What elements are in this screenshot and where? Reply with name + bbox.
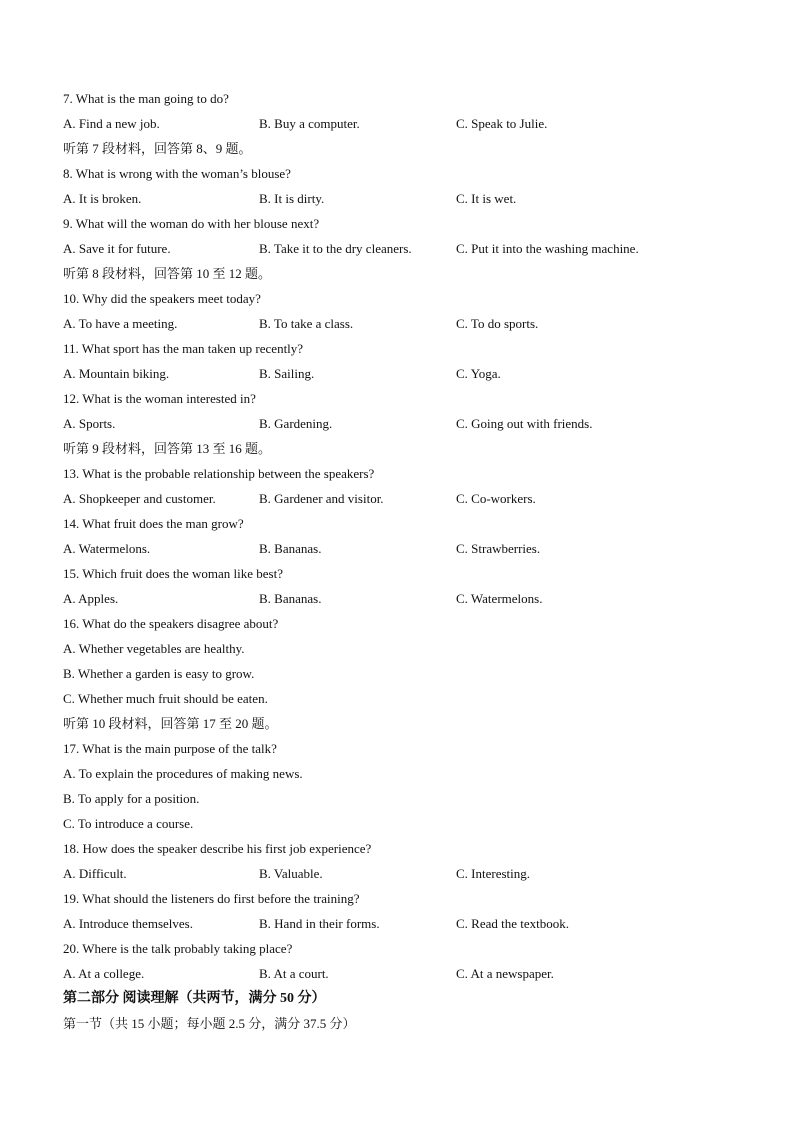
question: 20. Where is the talk probably taking place? xyxy=(63,941,293,956)
option-a: A. At a college. xyxy=(63,966,145,981)
option-line: A. Whether vegetables are healthy. xyxy=(63,641,245,656)
option-b: B. Gardening. xyxy=(259,416,333,431)
option-c: C. Read the textbook. xyxy=(456,916,570,931)
option-c: C. Strawberries. xyxy=(456,541,541,556)
option-b: B. Take it to the dry cleaners. xyxy=(259,241,412,256)
question: 19. What should the listeners do first before the training? xyxy=(63,891,360,906)
question: 18. How does the speaker describe his first job experience? xyxy=(63,841,372,856)
option-a: A. Save it for future. xyxy=(63,241,171,256)
listening-instruction: 听第 9 段材料，回答第 13 至 16 题。 xyxy=(63,441,272,456)
listening-instruction: 听第 7 段材料，回答第 8、9 题。 xyxy=(63,141,252,156)
option-b: B. Gardener and visitor. xyxy=(259,491,384,506)
option-a: A. Mountain biking. xyxy=(63,366,170,381)
option-b: B. It is dirty. xyxy=(259,191,325,206)
listening-instruction: 听第 10 段材料，回答第 17 至 20 题。 xyxy=(63,716,278,731)
listening-instruction: 听第 8 段材料，回答第 10 至 12 题。 xyxy=(63,266,272,281)
question: 16. What do the speakers disagree about? xyxy=(63,616,279,631)
question: 9. What will the woman do with her blouse next? xyxy=(63,216,320,231)
option-a: A. It is broken. xyxy=(63,191,142,206)
option-c: C. At a newspaper. xyxy=(456,966,554,981)
option-b: B. Valuable. xyxy=(259,866,323,881)
option-b: B. To take a class. xyxy=(259,316,354,331)
option-c: C. Yoga. xyxy=(456,366,501,381)
option-a: A. To have a meeting. xyxy=(63,316,178,331)
option-c: C. Going out with friends. xyxy=(456,416,593,431)
question: 12. What is the woman interested in? xyxy=(63,391,256,406)
option-a: A. Find a new job. xyxy=(63,116,160,131)
question: 15. Which fruit does the woman like best? xyxy=(63,566,283,581)
question: 14. What fruit does the man grow? xyxy=(63,516,244,531)
option-c: C. Interesting. xyxy=(456,866,531,881)
option-c: C. Speak to Julie. xyxy=(456,116,548,131)
option-c: C. To do sports. xyxy=(456,316,539,331)
option-line: B. To apply for a position. xyxy=(63,791,200,806)
option-b: B. Sailing. xyxy=(259,366,315,381)
option-c: C. Co-workers. xyxy=(456,491,536,506)
question: 7. What is the man going to do? xyxy=(63,91,229,106)
option-a: A. Introduce themselves. xyxy=(63,916,193,931)
subsection-title: 第一节（共 15 小题；每小题 2.5 分，满分 37.5 分） xyxy=(63,1016,356,1031)
option-a: A. Difficult. xyxy=(63,866,127,881)
option-a: A. Sports. xyxy=(63,416,116,431)
option-b: B. Hand in their forms. xyxy=(259,916,380,931)
option-b: B. At a court. xyxy=(259,966,329,981)
question: 13. What is the probable relationship between the speakers? xyxy=(63,466,375,481)
option-line: B. Whether a garden is easy to grow. xyxy=(63,666,255,681)
question: 11. What sport has the man taken up recently? xyxy=(63,341,304,356)
question: 10. Why did the speakers meet today? xyxy=(63,291,261,306)
option-c: C. Put it into the washing machine. xyxy=(456,241,639,256)
option-c: C. It is wet. xyxy=(456,191,517,206)
option-b: B. Bananas. xyxy=(259,591,322,606)
option-b: B. Buy a computer. xyxy=(259,116,360,131)
question: 8. What is wrong with the woman’s blouse? xyxy=(63,166,291,181)
option-c: C. Watermelons. xyxy=(456,591,543,606)
option-a: A. Watermelons. xyxy=(63,541,151,556)
question: 17. What is the main purpose of the talk? xyxy=(63,741,277,756)
section-title: 第二部分 阅读理解（共两节，满分 50 分） xyxy=(63,991,326,1006)
option-b: B. Bananas. xyxy=(259,541,322,556)
option-line: C. Whether much fruit should be eaten. xyxy=(63,691,268,706)
option-a: A. Apples. xyxy=(63,591,119,606)
option-a: A. Shopkeeper and customer. xyxy=(63,491,216,506)
option-line: C. To introduce a course. xyxy=(63,816,194,831)
option-line: A. To explain the procedures of making news. xyxy=(63,766,303,781)
